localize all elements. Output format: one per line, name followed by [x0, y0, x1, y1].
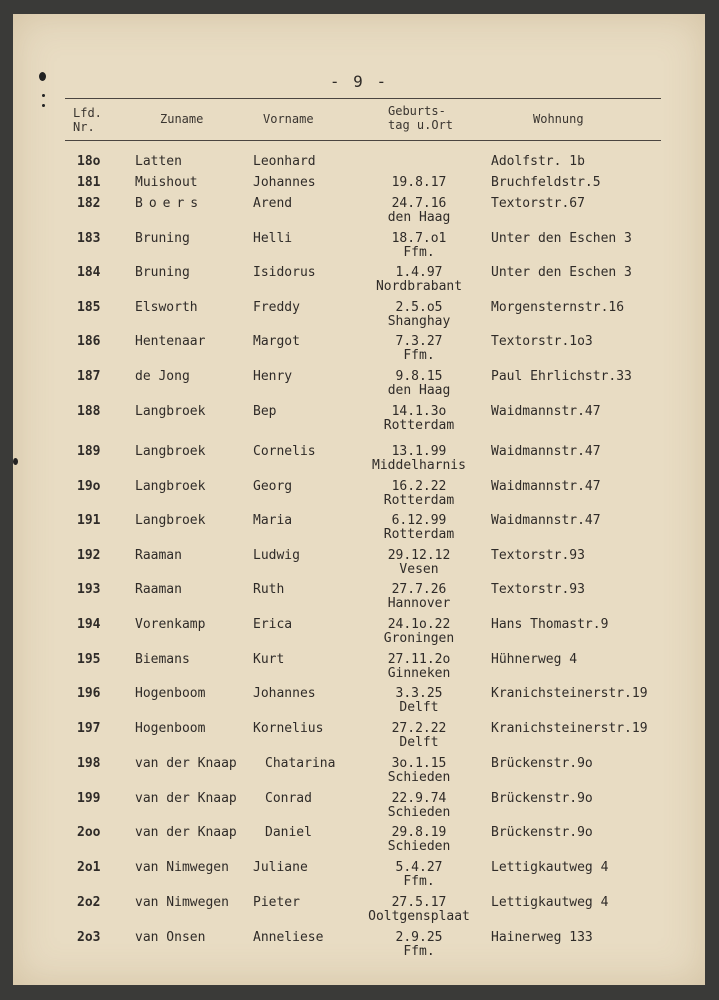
address: Unter den Eschen 3 — [491, 265, 632, 280]
firstname: Conrad — [265, 791, 312, 806]
firstname: Helli — [253, 231, 293, 246]
surname: Raaman — [135, 582, 182, 597]
firstname: Georg — [253, 479, 293, 494]
address: Hainerweg 133 — [491, 930, 593, 945]
birth-date: 7.3.27 — [395, 334, 443, 349]
header-top-rule — [65, 98, 661, 99]
firstname: Chatarina — [265, 756, 336, 771]
row-number: 197 — [77, 721, 101, 736]
address: Waidmannstr.47 — [491, 513, 601, 528]
surname: Boers — [135, 196, 205, 211]
address: Lettigkautweg 4 — [491, 895, 609, 910]
birth-date: 18.7.o1 — [391, 231, 447, 246]
birth-place: Rotterdam — [383, 493, 455, 508]
address: Hühnerweg 4 — [491, 652, 578, 667]
surname: Langbroek — [135, 513, 206, 528]
firstname: Kornelius — [253, 721, 324, 736]
birth-date: 27.5.17 — [391, 895, 447, 910]
birth-date: 27.2.22 — [391, 721, 447, 736]
firstname: Pieter — [253, 895, 300, 910]
row-number: 187 — [77, 369, 101, 384]
firstname: Cornelis — [253, 444, 316, 459]
address: Kranichsteinerstr.19 — [491, 686, 648, 701]
birth-date: 3.3.25 — [395, 686, 443, 701]
surname: Bruning — [135, 265, 190, 280]
row-number: 181 — [77, 175, 101, 190]
address: Textorstr.1o3 — [491, 334, 593, 349]
column-header-firstname: Vorname — [263, 112, 314, 126]
row-number: 194 — [77, 617, 101, 632]
row-number: 193 — [77, 582, 101, 597]
address: Textorstr.93 — [491, 548, 585, 563]
row-number: 19o — [77, 479, 101, 494]
birth-place: Nordbrabant — [375, 279, 463, 294]
birth-date: 19.8.17 — [391, 175, 447, 190]
punch-hole-mark — [42, 94, 45, 97]
address: Textorstr.93 — [491, 582, 585, 597]
address: Lettigkautweg 4 — [491, 860, 609, 875]
surname: Hogenboom — [135, 721, 206, 736]
surname: Langbroek — [135, 404, 206, 419]
row-number: 2o3 — [77, 930, 101, 945]
row-number: 186 — [77, 334, 101, 349]
birth-date: 24.1o.22 — [387, 617, 451, 632]
column-header-birth: Geburts- tag u.Ort — [388, 104, 454, 132]
birth-date: 27.7.26 — [391, 582, 447, 597]
firstname: Erica — [253, 617, 293, 632]
birth-place: Rotterdam — [383, 527, 455, 542]
birth-place: Ffm. — [403, 245, 435, 260]
firstname: Johannes — [253, 686, 316, 701]
column-header-surname: Zuname — [160, 112, 204, 126]
address: Brückenstr.9o — [491, 756, 593, 771]
firstname: Arend — [253, 196, 293, 211]
birth-date: 29.8.19 — [391, 825, 447, 840]
row-number: 2oo — [77, 825, 101, 840]
birth-place: Ginneken — [387, 666, 451, 681]
address: Unter den Eschen 3 — [491, 231, 632, 246]
address: Waidmannstr.47 — [491, 444, 601, 459]
address: Hans Thomastr.9 — [491, 617, 609, 632]
birth-date: 13.1.99 — [391, 444, 447, 459]
birth-place: Delft — [399, 735, 439, 750]
firstname: Margot — [253, 334, 300, 349]
birth-place: Schieden — [387, 839, 451, 854]
row-number: 2o2 — [77, 895, 101, 910]
surname: Langbroek — [135, 479, 206, 494]
firstname: Henry — [253, 369, 293, 384]
row-number: 196 — [77, 686, 101, 701]
address: Morgensternstr.16 — [491, 300, 625, 315]
row-number: 183 — [77, 231, 101, 246]
address: Brückenstr.9o — [491, 791, 593, 806]
birth-place: Middelharnis — [372, 458, 466, 473]
birth-date: 6.12.99 — [391, 513, 447, 528]
row-number: 195 — [77, 652, 101, 667]
row-number: 192 — [77, 548, 101, 563]
birth-place: Ooltgensplaat — [368, 909, 470, 924]
row-number: 182 — [77, 196, 101, 211]
birth-place: Ffm. — [403, 348, 435, 363]
firstname: Isidorus — [253, 265, 316, 280]
birth-date: 3o.1.15 — [391, 756, 447, 771]
birth-date: 22.9.74 — [391, 791, 447, 806]
birth-date: 9.8.15 — [395, 369, 443, 384]
table-header — [13, 104, 705, 140]
surname: Muishout — [135, 175, 198, 190]
birth-date: 27.11.2o — [387, 652, 451, 667]
surname: van Nimwegen — [135, 860, 229, 875]
birth-date: 1.4.97 — [395, 265, 443, 280]
surname: Hogenboom — [135, 686, 206, 701]
birth-date: 14.1.3o — [391, 404, 447, 419]
surname: van der Knaap — [135, 791, 237, 806]
birth-date: 29.12.12 — [387, 548, 451, 563]
birth-place: Vesen — [399, 562, 439, 577]
address: Paul Ehrlichstr.33 — [491, 369, 632, 384]
firstname: Johannes — [253, 175, 316, 190]
birth-place: Schieden — [387, 770, 451, 785]
address: Textorstr.67 — [491, 196, 585, 211]
address: Adolfstr. 1b — [491, 154, 585, 169]
firstname: Anneliese — [253, 930, 324, 945]
address: Bruchfeldstr.5 — [491, 175, 601, 190]
punch-hole-mark — [13, 458, 18, 465]
firstname: Ludwig — [253, 548, 300, 563]
firstname: Ruth — [253, 582, 285, 597]
surname: van Onsen — [135, 930, 206, 945]
surname: Bruning — [135, 231, 190, 246]
firstname: Leonhard — [253, 154, 316, 169]
row-number: 184 — [77, 265, 101, 280]
firstname: Juliane — [253, 860, 308, 875]
address: Brückenstr.9o — [491, 825, 593, 840]
birth-place: Hannover — [387, 596, 451, 611]
birth-date: 5.4.27 — [395, 860, 443, 875]
row-number: 189 — [77, 444, 101, 459]
surname: van der Knaap — [135, 825, 237, 840]
column-header-nr: Lfd. Nr. — [73, 106, 102, 134]
birth-place: Delft — [399, 700, 439, 715]
birth-date: 24.7.16 — [391, 196, 447, 211]
surname: Hentenaar — [135, 334, 206, 349]
surname: de Jong — [135, 369, 190, 384]
row-number: 191 — [77, 513, 101, 528]
row-number: 18o — [77, 154, 101, 169]
row-number: 199 — [77, 791, 101, 806]
row-number: 2o1 — [77, 860, 101, 875]
header-bottom-rule — [65, 140, 661, 141]
surname: Langbroek — [135, 444, 206, 459]
birth-place: Rotterdam — [383, 418, 455, 433]
birth-place: Ffm. — [403, 944, 435, 959]
surname: Latten — [135, 154, 182, 169]
birth-place: Ffm. — [403, 874, 435, 889]
address: Waidmannstr.47 — [491, 479, 601, 494]
surname: Biemans — [135, 652, 190, 667]
column-header-address: Wohnung — [533, 112, 584, 126]
birth-place: den Haag — [387, 383, 451, 398]
row-number: 185 — [77, 300, 101, 315]
row-number: 188 — [77, 404, 101, 419]
firstname: Maria — [253, 513, 293, 528]
page-number: - 9 - — [329, 72, 389, 91]
address: Waidmannstr.47 — [491, 404, 601, 419]
surname: Vorenkamp — [135, 617, 206, 632]
birth-place: Shanghay — [387, 314, 451, 329]
row-number: 198 — [77, 756, 101, 771]
birth-date: 2.5.o5 — [395, 300, 443, 315]
birth-date: 16.2.22 — [391, 479, 447, 494]
document-page — [13, 14, 705, 985]
surname: Elsworth — [135, 300, 198, 315]
birth-place: Schieden — [387, 805, 451, 820]
firstname: Daniel — [265, 825, 312, 840]
address: Kranichsteinerstr.19 — [491, 721, 648, 736]
birth-place: Groningen — [383, 631, 455, 646]
surname: van Nimwegen — [135, 895, 229, 910]
birth-place: den Haag — [387, 210, 451, 225]
birth-date: 2.9.25 — [395, 930, 443, 945]
surname: van der Knaap — [135, 756, 237, 771]
firstname: Kurt — [253, 652, 285, 667]
firstname: Bep — [253, 404, 277, 419]
surname: Raaman — [135, 548, 182, 563]
firstname: Freddy — [253, 300, 300, 315]
